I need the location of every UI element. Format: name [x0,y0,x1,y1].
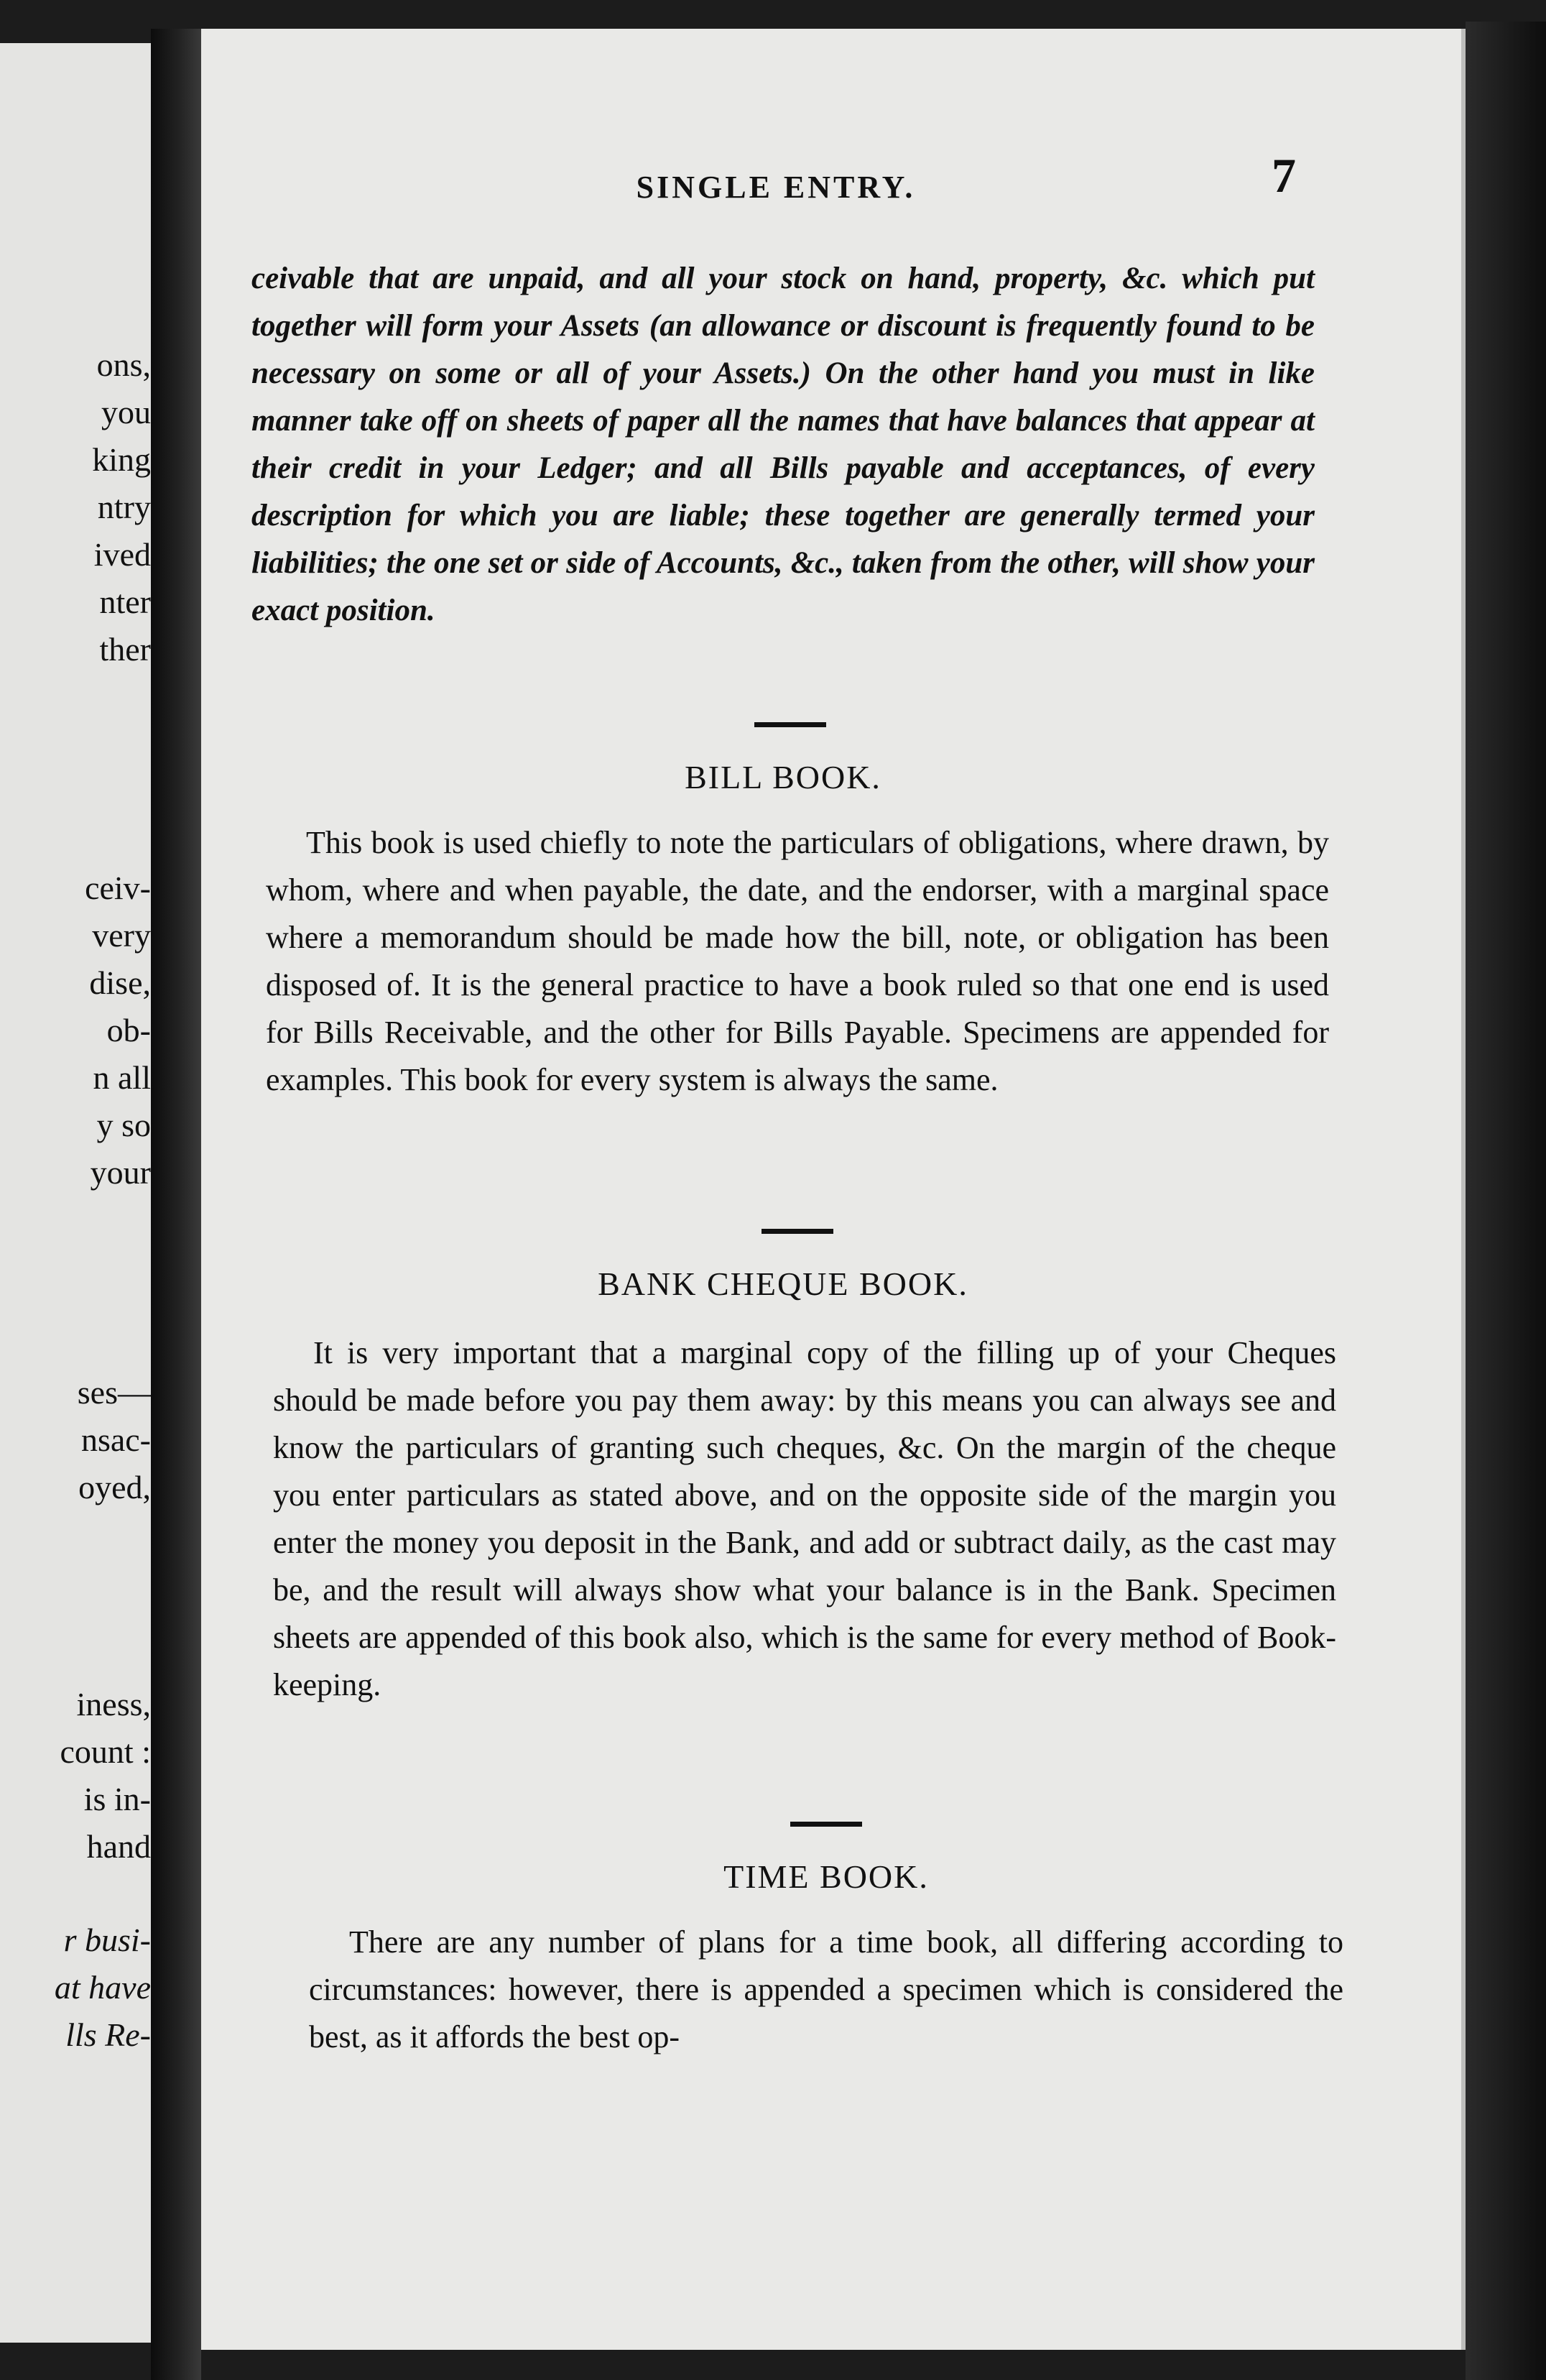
running-head: SINGLE ENTRY. [636,170,916,205]
facing-line: is in- [83,1781,151,1817]
section-divider [762,1229,833,1234]
facing-line: ons, [96,346,151,383]
facing-line: ntry [97,489,151,525]
facing-line: oyed, [78,1469,151,1505]
section-divider [754,722,826,727]
facing-line: ses— [77,1374,151,1411]
facing-line: at have [54,1969,151,2006]
section-divider [790,1822,862,1827]
section-heading-bill-book: BILL BOOK. [685,759,881,795]
facing-line: nter [99,584,151,620]
facing-line: ther [99,631,151,668]
section-body-time-book [309,1919,1343,2061]
bill-book-paragraph: This book is used chiefly to note the particulars of obligations, where drawn, by whom, where and when payable, the date, and the endorser, with a marginal space where a memorandum should be made how the bill, note, or obligation has been disposed of. It is the general practice to have a book ruled so that one end is used for Bills Receivable, and the other for Bills Payable. Specimens are appended for examples. This book for every system is always the same. [266,825,1329,1097]
facing-line: y so [96,1107,151,1143]
facing-line: ob- [106,1012,151,1048]
intro-text [251,255,1315,635]
facing-line: count : [60,1733,151,1770]
facing-line: nsac- [80,1421,151,1458]
facing-line: very [92,917,151,954]
facing-line: your [90,1154,151,1191]
facing-line: ceiv- [85,870,151,906]
facing-line: r busi- [63,1922,151,1958]
book-page [201,29,1466,2350]
facing-line: you [101,394,151,430]
section-heading-time-book: TIME BOOK. [723,1858,929,1895]
facing-line: hand [86,1828,151,1865]
book-gutter [151,29,201,2380]
facing-page [0,43,151,2343]
intro-paragraph: ceivable that are unpaid, and all your stock on hand, property, &c. which put together will form your Assets (an allowance or discount is frequently found to be necessary on some or all of your Assets.) On the other hand you must in like manner take off on sheets of paper all the names that have balances that appear at their credit in your Ledger; and all Bills payable and acceptances, of every description for which you are liable; these together are generally termed your liabilities; the one set or side of Accounts, &c., taken from the other, will show your exact position. [251,262,1315,627]
facing-line: lls Re- [65,2016,151,2053]
facing-line: ived [93,536,151,573]
facing-line: king [92,441,151,478]
facing-line: n all [93,1059,151,1096]
section-heading-bank-cheque-book: BANK CHEQUE BOOK. [598,1265,968,1302]
facing-line: iness, [76,1686,151,1722]
section-body-bank-cheque-book [273,1329,1336,1709]
section-body-bill-book [266,819,1329,1104]
time-book-paragraph: There are any number of plans for a time book, all differing according to circumstances: however, there is appended a specimen which is considered the best, as it affords the best op- [309,1924,1343,2054]
page-edge [1466,22,1546,2380]
bank-cheque-book-paragraph: It is very important that a marginal copy of the filling up of your Cheques should be made before you pay them away: by this means you can always see and know the particulars of granting such cheques, &c. On the margin of the cheque you enter particulars as stated above, and on the opposite side of the margin you enter the money you deposit in the Bank, and add or subtract daily, as the cast may be, and the result will always show what your balance is in the Bank. Specimen sheets are appended of this book also, which is the same for every method of Book-keeping. [273,1335,1336,1702]
facing-line: dise, [89,964,151,1001]
page-number: 7 [1272,148,1296,203]
